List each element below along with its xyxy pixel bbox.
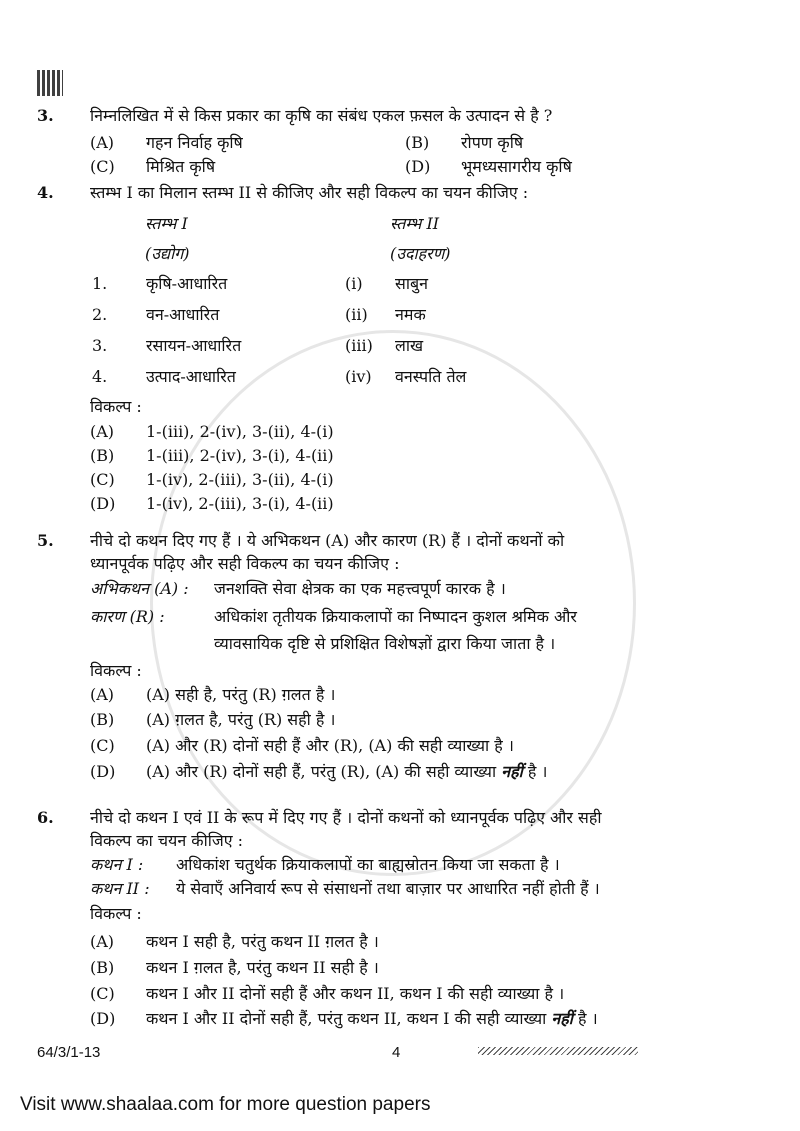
option-row (90, 735, 514, 757)
option-text-main: कथन I और II दोनों सही हैं, परंतु कथन II, कथन I की सही व्याख्या (146, 1009, 547, 1028)
match-row (92, 304, 426, 326)
row-example: नमक (395, 305, 426, 324)
option-key: (A) (90, 685, 115, 704)
assertion-label: अभिकथन (A) : (90, 579, 189, 598)
option-row (90, 1008, 598, 1030)
reason-row (90, 606, 577, 628)
options-label: विकल्प : (90, 661, 142, 680)
option-row (90, 421, 334, 443)
row-item: कृषि-आधारित (146, 274, 228, 293)
question-text: स्तम्भ I का मिलान स्तम्भ II से कीजिए और सही विकल्प का चयन कीजिए : (90, 183, 529, 202)
statement-row (90, 854, 560, 876)
assertion-text: जनशक्ति सेवा क्षेत्रक का एक महत्त्वपूर्ण कारक है । (214, 579, 506, 598)
row-roman: (iii) (345, 336, 373, 355)
option-key: (A) (90, 932, 115, 951)
page-number: 4 (392, 1044, 401, 1061)
statement-label: कथन I : (90, 855, 144, 874)
option-row (90, 132, 243, 154)
option-key: (D) (405, 157, 431, 176)
row-example: लाख (395, 336, 424, 355)
option-text: कथन I ग़लत है, परंतु कथन II सही है । (146, 958, 379, 977)
option-key: (B) (405, 133, 430, 152)
statement-row (90, 878, 600, 900)
option-key: (D) (90, 494, 116, 513)
question-6 (37, 807, 602, 829)
row-roman: (ii) (345, 305, 368, 324)
reason-label: कारण (R) : (90, 607, 165, 626)
row-item: वन-आधारित (146, 305, 220, 324)
question-text: विकल्प का चयन कीजिए : (90, 831, 244, 850)
option-key: (B) (90, 710, 115, 729)
match-row (92, 366, 466, 388)
option-text: मिश्रित कृषि (146, 157, 216, 176)
row-number: 4. (92, 367, 108, 386)
option-row (405, 156, 572, 178)
wavy-line-decoration (478, 1047, 638, 1055)
option-text: 1-(iv), 2-(iii), 3-(ii), 4-(i) (146, 470, 334, 489)
option-row (90, 469, 334, 491)
option-text: कथन I और II दोनों सही हैं और कथन II, कथन I की सही व्याख्या है । (146, 984, 565, 1003)
option-key: (B) (90, 958, 115, 977)
option-text-end: है । (572, 1009, 598, 1028)
question-5 (37, 530, 564, 552)
option-row (90, 156, 215, 178)
option-key: (C) (90, 157, 115, 176)
option-key: (C) (90, 470, 115, 489)
row-example: वनस्पति तेल (395, 367, 467, 386)
question-number: 3. (37, 106, 54, 125)
question-number: 6. (37, 808, 54, 827)
reason-text: अधिकांश तृतीयक क्रियाकलापों का निष्पादन कुशल श्रमिक और (214, 607, 577, 626)
match-row (92, 335, 423, 357)
paper-code: 64/3/1-13 (37, 1044, 101, 1061)
question-number: 4. (37, 183, 54, 202)
row-item: रसायन-आधारित (146, 336, 242, 355)
question-text: नीचे दो कथन I एवं II के रूप में दिए गए हैं । दोनों कथनों को ध्यानपूर्वक पढ़िए और सही (90, 808, 602, 827)
row-number: 2. (92, 305, 108, 324)
option-text: (A) सही है, परंतु (R) ग़लत है । (146, 685, 336, 704)
option-text (146, 761, 547, 783)
row-number: 1. (92, 274, 108, 293)
column-subheader: (उदाहरण) (390, 244, 451, 263)
row-roman: (iv) (345, 367, 372, 386)
options-label: विकल्प : (90, 904, 142, 923)
row-number: 3. (92, 336, 108, 355)
question-text: निम्नलिखित में से किस प्रकार का कृषि का संबंध एकल फ़सल के उत्पादन से है ? (90, 106, 553, 125)
match-row (92, 273, 428, 295)
option-row (90, 493, 334, 515)
question-3 (37, 105, 552, 127)
option-row (90, 983, 564, 1005)
question-number: 5. (37, 531, 54, 550)
option-text: भूमध्यसागरीय कृषि (461, 157, 572, 176)
option-text: गहन निर्वाह कृषि (146, 133, 243, 152)
reason-text: व्यावसायिक दृष्टि से प्रशिक्षित विशेषज्ञों द्वारा किया जाता है । (214, 634, 556, 653)
question-text: ध्यानपूर्वक पढ़िए और सही विकल्प का चयन कीजिए : (90, 554, 400, 573)
option-row (90, 931, 379, 953)
watermark-circle (150, 330, 636, 876)
qr-code-icon (37, 70, 63, 96)
row-item: उत्पाद-आधारित (146, 367, 236, 386)
option-text-end: है । (522, 762, 548, 781)
statement-text: अधिकांश चतुर्थक क्रियाकलापों का बाह्यस्रोतन किया जा सकता है । (176, 855, 560, 874)
option-row (90, 957, 379, 979)
option-text: (A) ग़लत है, परंतु (R) सही है । (146, 710, 336, 729)
question-4 (37, 182, 528, 204)
reason-row-cont (90, 633, 555, 655)
option-text: कथन I सही है, परंतु कथन II ग़लत है । (146, 932, 379, 951)
emphasis-not: नहीं (551, 1009, 573, 1028)
options-label: विकल्प : (90, 397, 142, 416)
question-text: नीचे दो कथन दिए गए हैं । ये अभिकथन (A) और कारण (R) हैं । दोनों कथनों को (90, 531, 565, 550)
option-text: रोपण कृषि (461, 133, 524, 152)
row-roman: (i) (345, 274, 363, 293)
emphasis-not: नहीं (501, 762, 523, 781)
statement-label: कथन II : (90, 879, 150, 898)
option-text: 1-(iii), 2-(iv), 3-(ii), 4-(i) (146, 422, 334, 441)
option-key: (D) (90, 1009, 116, 1028)
option-text (146, 1008, 598, 1030)
visit-link[interactable]: Visit www.shaalaa.com for more question papers (20, 1094, 431, 1115)
option-key: (B) (90, 446, 115, 465)
column-subheader: (उद्योग) (145, 244, 190, 263)
option-text: (A) और (R) दोनों सही हैं और (R), (A) की सही व्याख्या है । (146, 736, 514, 755)
option-row (90, 445, 334, 467)
assertion-row (90, 578, 506, 600)
option-key: (C) (90, 736, 115, 755)
column-header: स्तम्भ I (145, 214, 188, 233)
statement-text: ये सेवाएँ अनिवार्य रूप से संसाधनों तथा बाज़ार पर आधारित नहीं होती हैं । (176, 879, 600, 898)
option-row (90, 761, 547, 783)
option-key: (C) (90, 984, 115, 1003)
option-row (405, 132, 523, 154)
option-text-main: (A) और (R) दोनों सही हैं, परंतु (R), (A) की सही व्याख्या (146, 762, 497, 781)
column-header: स्तम्भ II (390, 214, 440, 233)
option-text: 1-(iii), 2-(iv), 3-(i), 4-(ii) (146, 446, 334, 465)
option-key: (D) (90, 762, 116, 781)
option-key: (A) (90, 422, 115, 441)
option-row (90, 709, 336, 731)
option-text: 1-(iv), 2-(iii), 3-(i), 4-(ii) (146, 494, 334, 513)
option-row (90, 684, 336, 706)
row-example: साबुन (395, 274, 428, 293)
option-key: (A) (90, 133, 115, 152)
